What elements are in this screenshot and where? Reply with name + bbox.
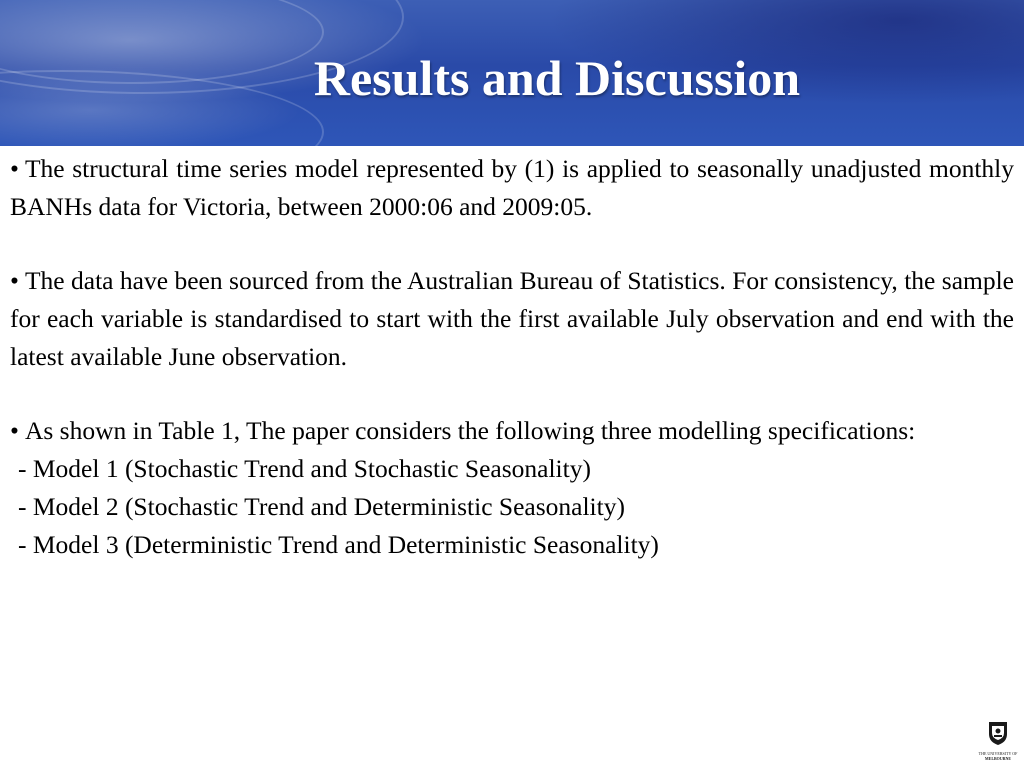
- logo-text-line2: MELBOURNE: [984, 756, 1012, 761]
- logo-text-line1: THE UNIVERSITY OF: [978, 751, 1018, 756]
- bullet-text: The data have been sourced from the Australian Bureau of Statistics. For consistency, the sample for each variable is standardised to start with the first available July observation and end with the latest available June observation.: [10, 266, 1014, 371]
- bullet-item: [10, 150, 1014, 226]
- slide-body: [10, 150, 1014, 564]
- university-crest-icon: [987, 720, 1009, 746]
- bullet-text: The structural time series model represented by (1) is applied to seasonally unadjusted monthly BANHs data for Victoria, between 2000:06 and 2009:05.: [10, 154, 1014, 221]
- model-list-item: - Model 1 (Stochastic Trend and Stochastic Seasonality): [18, 454, 591, 483]
- bullet-marker: •: [10, 266, 19, 295]
- model-list-item: - Model 3 (Deterministic Trend and Deterministic Seasonality): [18, 530, 659, 559]
- bullet-text: As shown in Table 1, The paper considers the following three modelling specifications:: [24, 416, 916, 445]
- bullet-item: [10, 412, 1014, 450]
- bullet-item: [10, 262, 1014, 376]
- header-banner: [0, 0, 1024, 146]
- slide-title: Results and Discussion: [313, 50, 801, 106]
- university-logo: [978, 720, 1018, 764]
- bullet-marker: •: [10, 154, 19, 183]
- bullet-marker: •: [10, 416, 19, 445]
- model-list-item: - Model 2 (Stochastic Trend and Deterministic Seasonality): [18, 492, 625, 521]
